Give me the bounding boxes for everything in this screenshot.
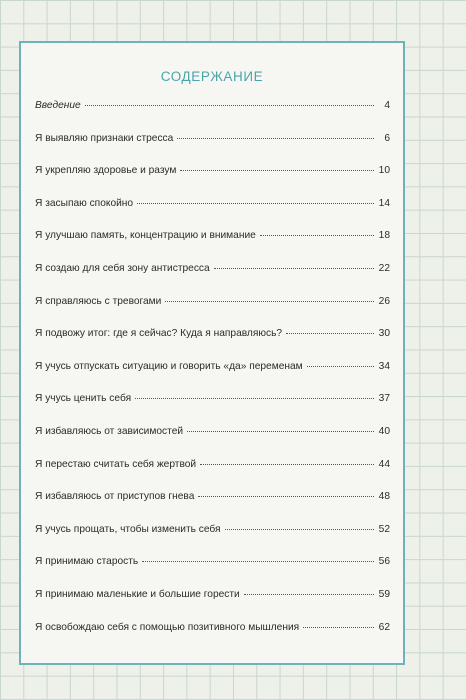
- toc-entry-label: Я учусь отпускать ситуацию и говорить «да» переменам: [35, 360, 303, 372]
- toc-entry-label: Я учусь ценить себя: [35, 393, 132, 405]
- dot-leader: [85, 105, 374, 106]
- toc-entry[interactable]: [35, 426, 390, 459]
- toc-entry-page: 40: [378, 425, 390, 437]
- toc-entry-page: 10: [378, 165, 390, 177]
- dot-leader: [177, 138, 374, 139]
- toc-entry-label: Я принимаю старость: [35, 556, 139, 568]
- toc-entry-page: 44: [378, 458, 390, 470]
- toc-entry-label: Я принимаю маленькие и большие горести: [35, 588, 240, 600]
- toc-entry-label: Я укрепляю здоровье и разум: [35, 165, 177, 177]
- toc-entry-label: Я создаю для себя зону антистресса: [35, 262, 210, 274]
- toc-entry[interactable]: [35, 165, 390, 198]
- toc-entry-page: 56: [378, 556, 390, 568]
- dot-leader: [142, 561, 374, 562]
- toc-entry-page: 4: [384, 100, 390, 111]
- dot-leader: [244, 594, 374, 595]
- toc-entry[interactable]: [35, 198, 390, 231]
- dot-leader: [286, 333, 374, 334]
- dot-leader: [187, 431, 374, 432]
- toc-entry[interactable]: [35, 393, 390, 426]
- toc-entry-page: 52: [378, 523, 390, 535]
- dot-leader: [307, 366, 374, 367]
- toc-entry-page: 34: [378, 360, 390, 372]
- toc-entry-label: Я улучшаю память, концентрацию и внимание: [35, 230, 256, 242]
- toc-entry-page: 18: [378, 230, 390, 242]
- toc-entry-label: Я справляюсь с тревогами: [35, 295, 162, 307]
- dot-leader: [137, 203, 374, 204]
- toc-entry-label: Введение: [35, 100, 81, 111]
- toc-entry[interactable]: [35, 133, 390, 166]
- dot-leader: [165, 301, 374, 302]
- toc-entry[interactable]: [35, 524, 390, 557]
- toc-entry[interactable]: [35, 328, 390, 361]
- toc-entry[interactable]: [35, 556, 390, 589]
- dot-leader: [214, 268, 374, 269]
- toc-entry-label: Я перестаю считать себя жертвой: [35, 458, 197, 470]
- toc-entry-label: Я освобождаю себя с помощью позитивного мышления: [35, 621, 300, 633]
- toc-entry[interactable]: [35, 589, 390, 622]
- toc-entry-page: 59: [378, 588, 390, 600]
- dot-leader: [260, 235, 374, 236]
- toc-entry-intro[interactable]: [35, 100, 390, 133]
- contents-list: [35, 100, 390, 654]
- dot-leader: [198, 496, 374, 497]
- contents-title: СОДЕРЖАНИЕ: [160, 69, 264, 84]
- dot-leader: [200, 464, 374, 465]
- toc-entry-page: 37: [378, 393, 390, 405]
- toc-entry-page: 14: [378, 197, 390, 209]
- toc-entry-page: 6: [384, 132, 390, 144]
- contents-frame: [19, 41, 405, 665]
- toc-entry-label: Я засыпаю спокойно: [35, 197, 134, 209]
- toc-entry[interactable]: [35, 230, 390, 263]
- toc-entry[interactable]: [35, 622, 390, 655]
- toc-entry-page: 26: [378, 295, 390, 307]
- toc-entry-page: 62: [378, 621, 390, 633]
- toc-entry[interactable]: [35, 491, 390, 524]
- toc-entry-page: 30: [378, 328, 390, 340]
- toc-entry-page: 22: [378, 262, 390, 274]
- dot-leader: [303, 627, 374, 628]
- dot-leader: [180, 170, 374, 171]
- toc-entry[interactable]: [35, 263, 390, 296]
- dot-leader: [225, 529, 374, 530]
- toc-entry[interactable]: [35, 459, 390, 492]
- toc-entry-label: Я избавляюсь от зависимостей: [35, 425, 184, 437]
- toc-entry-page: 48: [378, 491, 390, 503]
- toc-entry[interactable]: [35, 296, 390, 329]
- toc-entry-label: Я подвожу итог: где я сейчас? Куда я направляюсь?: [35, 328, 283, 340]
- toc-entry-label: Я избавляюсь от приступов гнева: [35, 491, 195, 503]
- dot-leader: [135, 398, 374, 399]
- toc-entry[interactable]: [35, 361, 390, 394]
- toc-entry-label: Я выявляю признаки стресса: [35, 132, 174, 144]
- toc-entry-label: Я учусь прощать, чтобы изменить себя: [35, 523, 221, 535]
